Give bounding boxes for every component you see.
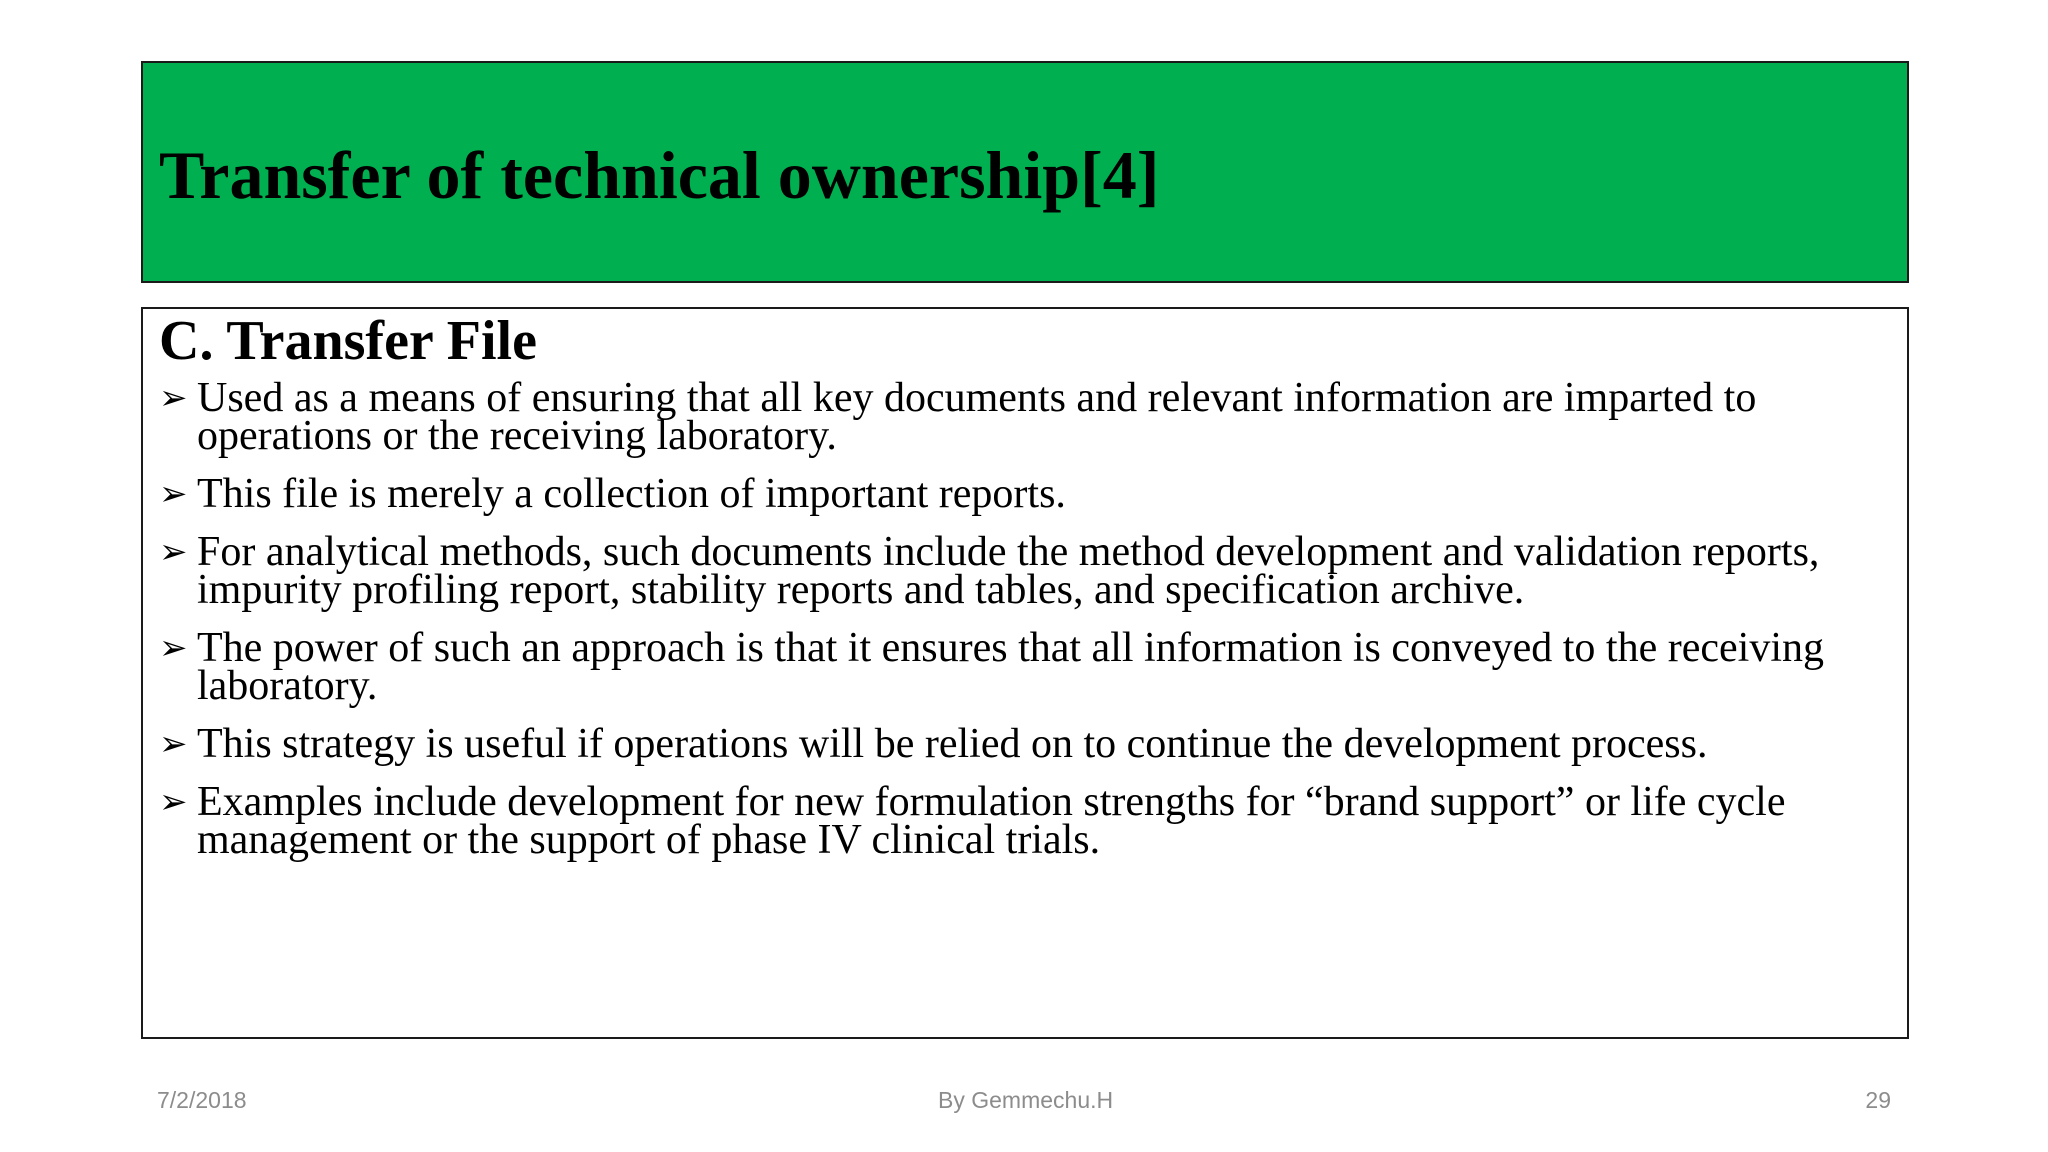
arrowhead-bullet-icon: ➢ (159, 724, 188, 764)
section-heading: C. Transfer File (159, 310, 537, 372)
slide-title: Transfer of technical ownership[4] (159, 137, 1160, 213)
content-panel (141, 307, 1909, 1039)
arrowhead-bullet-icon: ➢ (159, 532, 188, 572)
bullet-item (159, 721, 1889, 767)
bullet-text: This strategy is useful if operations will be relied on to continue the development process. (197, 721, 1708, 767)
arrowhead-bullet-icon: ➢ (159, 378, 188, 418)
page-number: 29 (1865, 1087, 1891, 1113)
bullet-item (159, 375, 1889, 459)
bullet-item (159, 779, 1889, 863)
title-banner (141, 61, 1909, 283)
footer-author: By Gemmechu.H (938, 1087, 1114, 1113)
bullet-text: Examples include development for new formulation strengths for “brand support” or life cycle management or the support of phase IV clinical trials. (197, 779, 1786, 863)
bullet-list (159, 375, 1889, 879)
arrowhead-bullet-icon: ➢ (159, 474, 188, 514)
footer-date: 7/2/2018 (157, 1087, 247, 1113)
bullet-text: This file is merely a collection of important reports. (197, 471, 1066, 517)
bullet-text: Used as a means of ensuring that all key documents and relevant information are imparted to operations or the receiving laboratory. (197, 375, 1757, 459)
bullet-text: For analytical methods, such documents include the method development and validation reports, impurity profiling report, stability reports and tables, and specification archive. (197, 529, 1820, 613)
bullet-item (159, 529, 1889, 613)
bullet-text: The power of such an approach is that it ensures that all information is conveyed to the receiving laboratory. (197, 625, 1824, 709)
arrowhead-bullet-icon: ➢ (159, 782, 188, 822)
arrowhead-bullet-icon: ➢ (159, 628, 188, 668)
bullet-item (159, 625, 1889, 709)
bullet-item (159, 471, 1889, 517)
